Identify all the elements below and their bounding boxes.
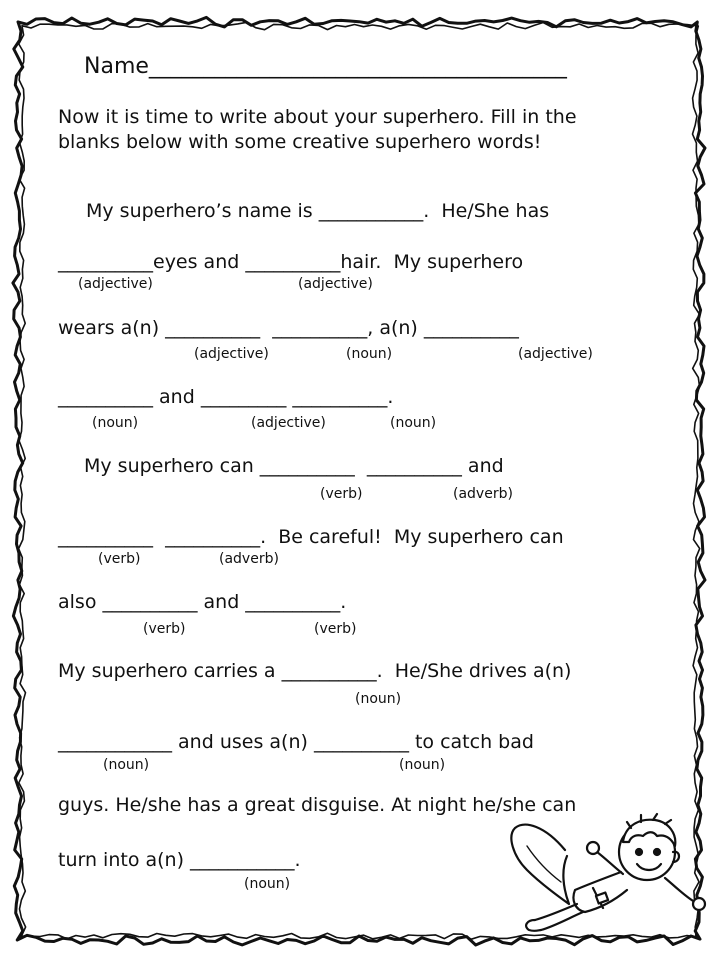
blank-hint-label: (verb) — [320, 486, 363, 502]
story-line-9: ____________ and uses a(n) __________ to catch bad — [58, 731, 534, 753]
story-line-3: wears a(n) __________ __________, a(n) __________ — [58, 317, 519, 339]
story-line-5: My superhero can __________ __________ and — [84, 455, 504, 477]
blank-hint-label: (adjective) — [194, 346, 269, 362]
story-line-2: __________eyes and __________hair. My superhero — [58, 251, 524, 273]
blank-hint-label: (noun) — [346, 346, 393, 362]
blank-hint-label: (noun) — [103, 757, 150, 773]
story-line-8: My superhero carries a __________. He/She drives a(n) — [58, 660, 572, 682]
blank-hint-label: (adjective) — [78, 276, 153, 292]
blank-hint-label: (adverb) — [453, 486, 513, 502]
blank-hint-label: (verb) — [143, 621, 186, 637]
instructions-line-2: blanks below with some creative superhero words! — [58, 131, 542, 153]
name-field-line[interactable] — [84, 54, 567, 80]
story-line-10: guys. He/she has a great disguise. At night he/she can — [58, 794, 577, 816]
story-line-11: turn into a(n) ___________. — [58, 849, 301, 871]
blank-hint-label: (noun) — [355, 691, 402, 707]
blank-hint-label: (adjective) — [298, 276, 373, 292]
blank-hint-label: (adjective) — [518, 346, 593, 362]
blank-hint-label: (noun) — [399, 757, 446, 773]
story-line-1: My superhero’s name is ___________. He/She has — [86, 200, 550, 222]
blank-hint-label: (noun) — [92, 415, 139, 431]
blank-hint-label: (adverb) — [219, 551, 279, 567]
name-blank[interactable]: ______________________________________ — [148, 54, 567, 79]
story-line-4: __________ and _________ __________. — [58, 386, 394, 408]
instructions-line-1: Now it is time to write about your superhero. Fill in the — [58, 106, 577, 128]
story-line-6: __________ __________. Be careful! My superhero can — [58, 526, 564, 548]
flying-superhero-boy-icon — [505, 808, 710, 933]
blank-hint-label: (noun) — [244, 876, 291, 892]
story-line-7: also __________ and __________. — [58, 591, 347, 613]
name-label: Name — [84, 54, 149, 79]
blank-hint-label: (verb) — [314, 621, 357, 637]
blank-hint-label: (verb) — [98, 551, 141, 567]
blank-hint-label: (adjective) — [251, 415, 326, 431]
blank-hint-label: (noun) — [390, 415, 437, 431]
